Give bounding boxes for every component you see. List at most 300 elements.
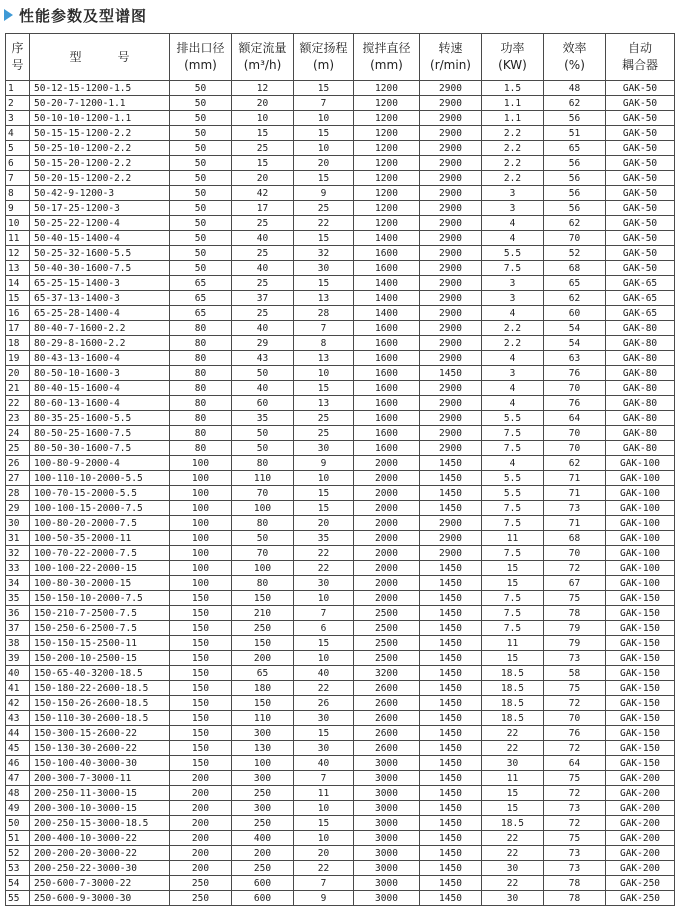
cell-index: 8 (6, 186, 30, 201)
cell-efficiency: 68 (544, 531, 606, 546)
cell-model: 150-150-26-2600-18.5 (30, 696, 170, 711)
cell-efficiency: 72 (544, 696, 606, 711)
cell-power: 4 (482, 396, 544, 411)
cell-impeller-diameter: 2600 (354, 726, 420, 741)
cell-efficiency: 70 (544, 711, 606, 726)
cell-flow: 25 (232, 141, 294, 156)
cell-power: 5.5 (482, 411, 544, 426)
cell-head: 7 (294, 321, 354, 336)
cell-flow: 12 (232, 81, 294, 96)
cell-model: 100-100-22-2000-15 (30, 561, 170, 576)
cell-outlet-diameter: 80 (170, 381, 232, 396)
cell-impeller-diameter: 2500 (354, 606, 420, 621)
cell-model: 100-80-20-2000-7.5 (30, 516, 170, 531)
cell-impeller-diameter: 2000 (354, 471, 420, 486)
cell-head: 8 (294, 336, 354, 351)
cell-speed: 2900 (420, 321, 482, 336)
cell-head: 13 (294, 351, 354, 366)
cell-power: 18.5 (482, 711, 544, 726)
cell-impeller-diameter: 3000 (354, 786, 420, 801)
cell-impeller-diameter: 2500 (354, 621, 420, 636)
cell-impeller-diameter: 1200 (354, 96, 420, 111)
cell-speed: 1450 (420, 666, 482, 681)
cell-model: 50-25-32-1600-5.5 (30, 246, 170, 261)
cell-head: 30 (294, 576, 354, 591)
cell-index: 17 (6, 321, 30, 336)
cell-power: 18.5 (482, 666, 544, 681)
cell-model: 250-600-9-3000-30 (30, 891, 170, 906)
cell-efficiency: 58 (544, 666, 606, 681)
cell-head: 10 (294, 471, 354, 486)
cell-speed: 2900 (420, 411, 482, 426)
cell-outlet-diameter: 150 (170, 621, 232, 636)
cell-coupler: GAK-65 (606, 306, 675, 321)
cell-index: 24 (6, 426, 30, 441)
cell-outlet-diameter: 50 (170, 246, 232, 261)
table-row (6, 891, 675, 906)
cell-outlet-diameter: 50 (170, 261, 232, 276)
cell-index: 48 (6, 786, 30, 801)
cell-speed: 2900 (420, 276, 482, 291)
cell-coupler: GAK-50 (606, 201, 675, 216)
cell-impeller-diameter: 2000 (354, 501, 420, 516)
cell-index: 29 (6, 501, 30, 516)
cell-head: 22 (294, 546, 354, 561)
cell-efficiency: 70 (544, 546, 606, 561)
cell-coupler: GAK-50 (606, 186, 675, 201)
cell-impeller-diameter: 2000 (354, 591, 420, 606)
cell-head: 10 (294, 651, 354, 666)
cell-flow: 10 (232, 111, 294, 126)
cell-power: 18.5 (482, 816, 544, 831)
cell-index: 27 (6, 471, 30, 486)
cell-flow: 150 (232, 696, 294, 711)
cell-outlet-diameter: 80 (170, 411, 232, 426)
cell-model: 200-250-22-3000-30 (30, 861, 170, 876)
cell-outlet-diameter: 200 (170, 831, 232, 846)
cell-index: 46 (6, 756, 30, 771)
cell-speed: 1450 (420, 606, 482, 621)
cell-efficiency: 73 (544, 846, 606, 861)
cell-outlet-diameter: 200 (170, 771, 232, 786)
cell-power: 4 (482, 351, 544, 366)
cell-index: 43 (6, 711, 30, 726)
cell-coupler: GAK-80 (606, 321, 675, 336)
cell-power: 1.1 (482, 111, 544, 126)
table-row (6, 96, 675, 111)
cell-index: 40 (6, 666, 30, 681)
cell-speed: 2900 (420, 231, 482, 246)
cell-flow: 40 (232, 231, 294, 246)
cell-model: 250-600-7-3000-22 (30, 876, 170, 891)
cell-efficiency: 78 (544, 891, 606, 906)
cell-efficiency: 71 (544, 516, 606, 531)
header-cell-impeller-diameter: 搅拌直径 (mm) (354, 34, 420, 81)
cell-speed: 2900 (420, 291, 482, 306)
cell-efficiency: 78 (544, 606, 606, 621)
table-row (6, 741, 675, 756)
table-row (6, 366, 675, 381)
cell-coupler: GAK-50 (606, 126, 675, 141)
cell-flow: 15 (232, 126, 294, 141)
cell-coupler: GAK-200 (606, 771, 675, 786)
table-row (6, 171, 675, 186)
cell-index: 7 (6, 171, 30, 186)
cell-head: 25 (294, 426, 354, 441)
table-row (6, 351, 675, 366)
cell-power: 2.2 (482, 126, 544, 141)
cell-flow: 250 (232, 786, 294, 801)
cell-index: 33 (6, 561, 30, 576)
cell-index: 22 (6, 396, 30, 411)
cell-impeller-diameter: 1400 (354, 276, 420, 291)
table-body (6, 81, 675, 906)
cell-efficiency: 70 (544, 381, 606, 396)
cell-outlet-diameter: 100 (170, 531, 232, 546)
cell-head: 15 (294, 816, 354, 831)
cell-impeller-diameter: 1600 (354, 351, 420, 366)
cell-coupler: GAK-200 (606, 801, 675, 816)
cell-head: 10 (294, 366, 354, 381)
cell-outlet-diameter: 150 (170, 696, 232, 711)
cell-flow: 180 (232, 681, 294, 696)
cell-head: 22 (294, 216, 354, 231)
cell-flow: 37 (232, 291, 294, 306)
cell-impeller-diameter: 1600 (354, 441, 420, 456)
cell-coupler: GAK-50 (606, 96, 675, 111)
cell-head: 15 (294, 81, 354, 96)
table-row (6, 426, 675, 441)
cell-flow: 43 (232, 351, 294, 366)
cell-outlet-diameter: 50 (170, 231, 232, 246)
cell-index: 10 (6, 216, 30, 231)
cell-impeller-diameter: 1400 (354, 306, 420, 321)
cell-model: 200-250-15-3000-18.5 (30, 816, 170, 831)
cell-power: 22 (482, 831, 544, 846)
table-row (6, 381, 675, 396)
cell-impeller-diameter: 3000 (354, 816, 420, 831)
header-cell-index: 序 号 (6, 34, 30, 81)
cell-model: 200-300-10-3000-15 (30, 801, 170, 816)
cell-flow: 250 (232, 816, 294, 831)
cell-index: 5 (6, 141, 30, 156)
cell-coupler: GAK-80 (606, 426, 675, 441)
cell-index: 49 (6, 801, 30, 816)
cell-coupler: GAK-100 (606, 576, 675, 591)
cell-flow: 130 (232, 741, 294, 756)
cell-flow: 25 (232, 246, 294, 261)
cell-outlet-diameter: 100 (170, 546, 232, 561)
cell-impeller-diameter: 1200 (354, 141, 420, 156)
cell-flow: 600 (232, 891, 294, 906)
cell-model: 150-150-10-2000-7.5 (30, 591, 170, 606)
cell-efficiency: 62 (544, 216, 606, 231)
cell-efficiency: 68 (544, 261, 606, 276)
cell-outlet-diameter: 100 (170, 576, 232, 591)
cell-outlet-diameter: 50 (170, 141, 232, 156)
page-title-text: 性能参数及型谱图 (19, 6, 148, 25)
cell-efficiency: 54 (544, 321, 606, 336)
cell-speed: 2900 (420, 441, 482, 456)
header-cell-flow: 额定流量 (m³/h) (232, 34, 294, 81)
cell-coupler: GAK-150 (606, 651, 675, 666)
cell-efficiency: 72 (544, 816, 606, 831)
cell-model: 50-17-25-1200-3 (30, 201, 170, 216)
cell-speed: 1450 (420, 651, 482, 666)
cell-speed: 2900 (420, 261, 482, 276)
cell-flow: 50 (232, 426, 294, 441)
cell-efficiency: 52 (544, 246, 606, 261)
cell-head: 7 (294, 771, 354, 786)
cell-impeller-diameter: 3000 (354, 771, 420, 786)
cell-model: 150-100-40-3000-30 (30, 756, 170, 771)
cell-model: 50-25-22-1200-4 (30, 216, 170, 231)
cell-model: 150-200-10-2500-15 (30, 651, 170, 666)
cell-outlet-diameter: 150 (170, 741, 232, 756)
table-row (6, 561, 675, 576)
table-row (6, 591, 675, 606)
cell-impeller-diameter: 1600 (354, 411, 420, 426)
cell-impeller-diameter: 2600 (354, 711, 420, 726)
cell-index: 14 (6, 276, 30, 291)
cell-head: 20 (294, 156, 354, 171)
cell-power: 3 (482, 201, 544, 216)
table-row (6, 801, 675, 816)
cell-flow: 25 (232, 216, 294, 231)
cell-outlet-diameter: 80 (170, 351, 232, 366)
cell-outlet-diameter: 80 (170, 396, 232, 411)
cell-index: 51 (6, 831, 30, 846)
cell-impeller-diameter: 1600 (354, 396, 420, 411)
cell-index: 50 (6, 816, 30, 831)
cell-model: 50-40-30-1600-7.5 (30, 261, 170, 276)
cell-impeller-diameter: 2600 (354, 741, 420, 756)
cell-outlet-diameter: 200 (170, 816, 232, 831)
cell-efficiency: 75 (544, 831, 606, 846)
page-title (4, 0, 147, 30)
cell-efficiency: 60 (544, 306, 606, 321)
cell-efficiency: 71 (544, 486, 606, 501)
cell-speed: 2900 (420, 171, 482, 186)
cell-power: 3 (482, 291, 544, 306)
cell-efficiency: 76 (544, 396, 606, 411)
table-row (6, 486, 675, 501)
cell-index: 41 (6, 681, 30, 696)
cell-model: 80-40-15-1600-4 (30, 381, 170, 396)
table-row (6, 726, 675, 741)
cell-coupler: GAK-100 (606, 561, 675, 576)
cell-outlet-diameter: 250 (170, 891, 232, 906)
cell-impeller-diameter: 1400 (354, 231, 420, 246)
cell-efficiency: 73 (544, 801, 606, 816)
cell-coupler: GAK-150 (606, 681, 675, 696)
cell-model: 50-42-9-1200-3 (30, 186, 170, 201)
cell-coupler: GAK-50 (606, 216, 675, 231)
table-row (6, 141, 675, 156)
cell-speed: 1450 (420, 861, 482, 876)
table-row (6, 336, 675, 351)
cell-impeller-diameter: 1600 (354, 261, 420, 276)
cell-impeller-diameter: 1200 (354, 171, 420, 186)
cell-outlet-diameter: 150 (170, 726, 232, 741)
cell-head: 15 (294, 726, 354, 741)
cell-model: 150-250-6-2500-7.5 (30, 621, 170, 636)
cell-impeller-diameter: 2500 (354, 651, 420, 666)
cell-model: 100-70-22-2000-7.5 (30, 546, 170, 561)
cell-impeller-diameter: 3000 (354, 861, 420, 876)
cell-outlet-diameter: 200 (170, 786, 232, 801)
cell-power: 4 (482, 216, 544, 231)
cell-coupler: GAK-100 (606, 501, 675, 516)
table-row (6, 81, 675, 96)
cell-head: 6 (294, 621, 354, 636)
cell-model: 50-20-7-1200-1.1 (30, 96, 170, 111)
cell-impeller-diameter: 1200 (354, 186, 420, 201)
cell-coupler: GAK-150 (606, 726, 675, 741)
table-row (6, 186, 675, 201)
cell-power: 11 (482, 636, 544, 651)
table-row (6, 576, 675, 591)
cell-impeller-diameter: 1600 (354, 246, 420, 261)
cell-index: 25 (6, 441, 30, 456)
cell-model: 100-80-30-2000-15 (30, 576, 170, 591)
cell-coupler: GAK-150 (606, 636, 675, 651)
cell-index: 12 (6, 246, 30, 261)
cell-speed: 2900 (420, 336, 482, 351)
cell-outlet-diameter: 80 (170, 321, 232, 336)
cell-power: 7.5 (482, 621, 544, 636)
cell-coupler: GAK-80 (606, 396, 675, 411)
cell-impeller-diameter: 1200 (354, 156, 420, 171)
cell-index: 6 (6, 156, 30, 171)
cell-outlet-diameter: 100 (170, 501, 232, 516)
triangle-bullet-icon (4, 9, 13, 21)
cell-power: 2.2 (482, 141, 544, 156)
cell-head: 15 (294, 171, 354, 186)
cell-efficiency: 56 (544, 156, 606, 171)
cell-flow: 50 (232, 366, 294, 381)
cell-index: 2 (6, 96, 30, 111)
cell-coupler: GAK-150 (606, 711, 675, 726)
cell-impeller-diameter: 2000 (354, 516, 420, 531)
cell-model: 100-80-9-2000-4 (30, 456, 170, 471)
cell-outlet-diameter: 50 (170, 216, 232, 231)
cell-flow: 65 (232, 666, 294, 681)
cell-head: 20 (294, 516, 354, 531)
cell-index: 39 (6, 651, 30, 666)
cell-impeller-diameter: 3000 (354, 876, 420, 891)
cell-impeller-diameter: 1200 (354, 81, 420, 96)
cell-outlet-diameter: 100 (170, 471, 232, 486)
cell-flow: 300 (232, 726, 294, 741)
cell-flow: 40 (232, 381, 294, 396)
cell-outlet-diameter: 150 (170, 651, 232, 666)
cell-speed: 1450 (420, 846, 482, 861)
cell-index: 11 (6, 231, 30, 246)
cell-head: 22 (294, 681, 354, 696)
cell-power: 7.5 (482, 516, 544, 531)
cell-outlet-diameter: 150 (170, 606, 232, 621)
table-row (6, 231, 675, 246)
cell-speed: 1450 (420, 636, 482, 651)
cell-flow: 50 (232, 531, 294, 546)
cell-impeller-diameter: 2000 (354, 531, 420, 546)
table-row (6, 306, 675, 321)
cell-power: 22 (482, 741, 544, 756)
cell-head: 13 (294, 291, 354, 306)
cell-outlet-diameter: 150 (170, 636, 232, 651)
cell-impeller-diameter: 3000 (354, 756, 420, 771)
cell-outlet-diameter: 65 (170, 291, 232, 306)
cell-head: 15 (294, 276, 354, 291)
cell-speed: 1450 (420, 366, 482, 381)
cell-model: 80-60-13-1600-4 (30, 396, 170, 411)
cell-speed: 1450 (420, 501, 482, 516)
cell-coupler: GAK-250 (606, 891, 675, 906)
cell-index: 21 (6, 381, 30, 396)
cell-impeller-diameter: 2600 (354, 681, 420, 696)
table-row (6, 771, 675, 786)
cell-efficiency: 62 (544, 96, 606, 111)
cell-model: 200-250-11-3000-15 (30, 786, 170, 801)
cell-speed: 1450 (420, 831, 482, 846)
table-row (6, 411, 675, 426)
table-row (6, 816, 675, 831)
cell-efficiency: 56 (544, 111, 606, 126)
cell-model: 50-15-15-1200-2.2 (30, 126, 170, 141)
table-row (6, 471, 675, 486)
cell-index: 55 (6, 891, 30, 906)
cell-head: 30 (294, 711, 354, 726)
cell-index: 47 (6, 771, 30, 786)
cell-flow: 25 (232, 276, 294, 291)
cell-model: 50-12-15-1200-1.5 (30, 81, 170, 96)
cell-flow: 70 (232, 546, 294, 561)
header-cell-power: 功率 (KW) (482, 34, 544, 81)
cell-outlet-diameter: 150 (170, 711, 232, 726)
cell-head: 15 (294, 636, 354, 651)
cell-index: 38 (6, 636, 30, 651)
cell-efficiency: 73 (544, 501, 606, 516)
cell-power: 4 (482, 231, 544, 246)
cell-speed: 1450 (420, 681, 482, 696)
cell-power: 18.5 (482, 696, 544, 711)
cell-speed: 1450 (420, 801, 482, 816)
cell-head: 9 (294, 891, 354, 906)
cell-efficiency: 75 (544, 771, 606, 786)
cell-head: 25 (294, 411, 354, 426)
cell-index: 3 (6, 111, 30, 126)
cell-index: 26 (6, 456, 30, 471)
cell-model: 80-40-7-1600-2.2 (30, 321, 170, 336)
cell-coupler: GAK-65 (606, 276, 675, 291)
cell-coupler: GAK-50 (606, 81, 675, 96)
cell-outlet-diameter: 80 (170, 366, 232, 381)
cell-outlet-diameter: 65 (170, 276, 232, 291)
cell-model: 100-70-15-2000-5.5 (30, 486, 170, 501)
cell-impeller-diameter: 2600 (354, 696, 420, 711)
cell-efficiency: 73 (544, 651, 606, 666)
cell-outlet-diameter: 65 (170, 306, 232, 321)
cell-head: 22 (294, 861, 354, 876)
cell-coupler: GAK-50 (606, 171, 675, 186)
cell-impeller-diameter: 2000 (354, 576, 420, 591)
cell-flow: 80 (232, 576, 294, 591)
cell-coupler: GAK-200 (606, 816, 675, 831)
header-cell-speed: 转速 (r/min) (420, 34, 482, 81)
cell-index: 23 (6, 411, 30, 426)
cell-flow: 110 (232, 711, 294, 726)
